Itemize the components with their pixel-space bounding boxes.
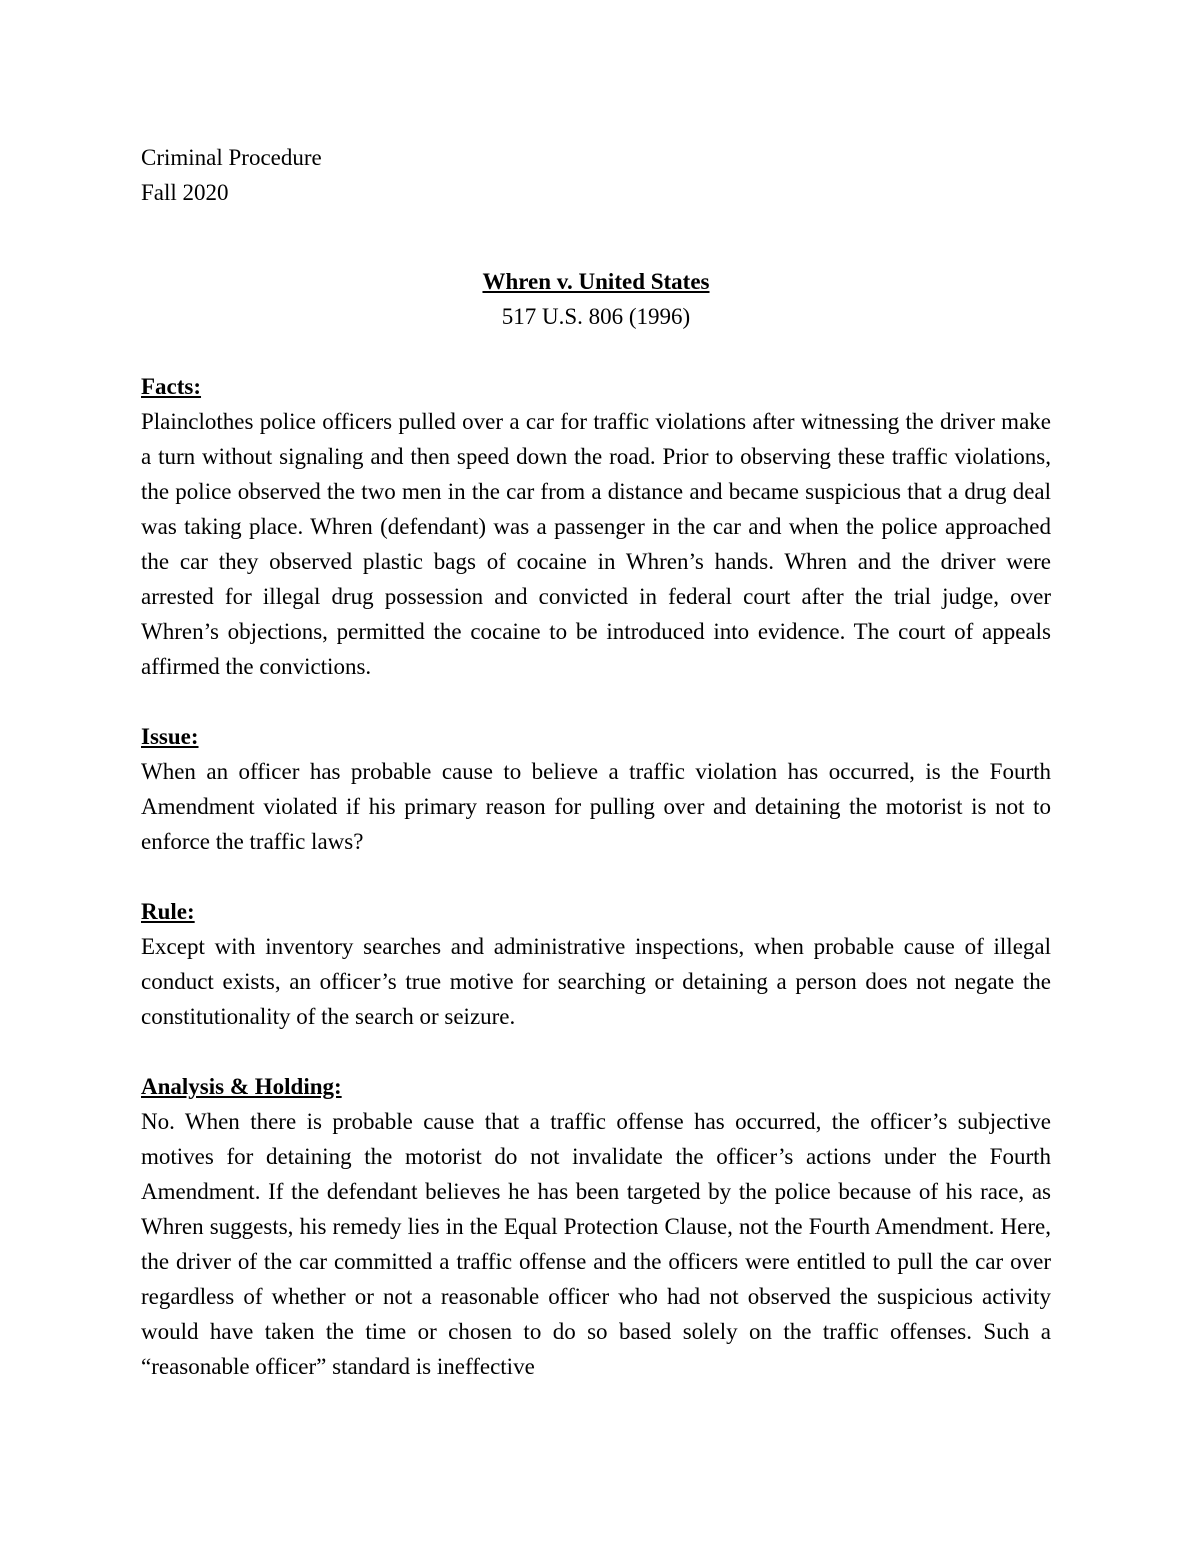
term: Fall 2020 [141, 180, 229, 205]
rule-text: Except with inventory searches and administrative inspections, when probable cause of illegal conduct exists, an officer’s true motive for searching or detaining a person does not negate the constitutionality of the search or seizure. [141, 934, 1051, 1029]
document-page [141, 140, 1051, 1384]
facts-section [141, 369, 1051, 684]
case-heading [141, 264, 1051, 334]
issue-section [141, 719, 1051, 859]
document-header [141, 140, 1051, 210]
facts-text: Plainclothes police officers pulled over a car for traffic violations after witnessing the driver make a turn without signaling and then speed down the road. Prior to observing these traffic violations, the police observed the two men in the car from a distance and became suspicious that a drug deal was taking place. Whren (defendant) was a passenger in the car and when the police approached the car they observed plastic bags of cocaine in Whren’s hands. Whren and the driver were arrested for illegal drug possession and convicted in federal court after the trial judge, over Whren’s objections, permitted the cocaine to be introduced into evidence. The court of appeals affirmed the convictions. [141, 409, 1051, 679]
rule-heading: Rule: [141, 899, 195, 924]
issue-heading: Issue: [141, 724, 199, 749]
analysis-text: No. When there is probable cause that a traffic offense has occurred, the officer’s subjective motives for detaining the motorist do not invalidate the officer’s actions under the Fourth Amendment. If the defendant believes he has been targeted by the police because of his race, as Whren suggests, his remedy lies in the Equal Protection Clause, not the Fourth Amendment. Here, the driver of the car committed a traffic offense and the officers were entitled to pull the car over regardless of whether or not a reasonable officer who had not observed the suspicious activity would have taken the time or chosen to do so based solely on the traffic offenses. Such a “reasonable officer” standard is ineffective [141, 1109, 1051, 1379]
facts-heading: Facts: [141, 374, 202, 399]
course-name: Criminal Procedure [141, 145, 322, 170]
case-title: Whren v. United States [482, 269, 710, 294]
case-citation: 517 U.S. 806 (1996) [501, 304, 691, 329]
analysis-heading: Analysis & Holding: [141, 1074, 342, 1099]
issue-text: When an officer has probable cause to believe a traffic violation has occurred, is the Fourth Amendment violated if his primary reason for pulling over and detaining the motorist is not to enforce the traffic laws? [141, 759, 1051, 854]
analysis-section [141, 1069, 1051, 1384]
rule-section [141, 894, 1051, 1034]
